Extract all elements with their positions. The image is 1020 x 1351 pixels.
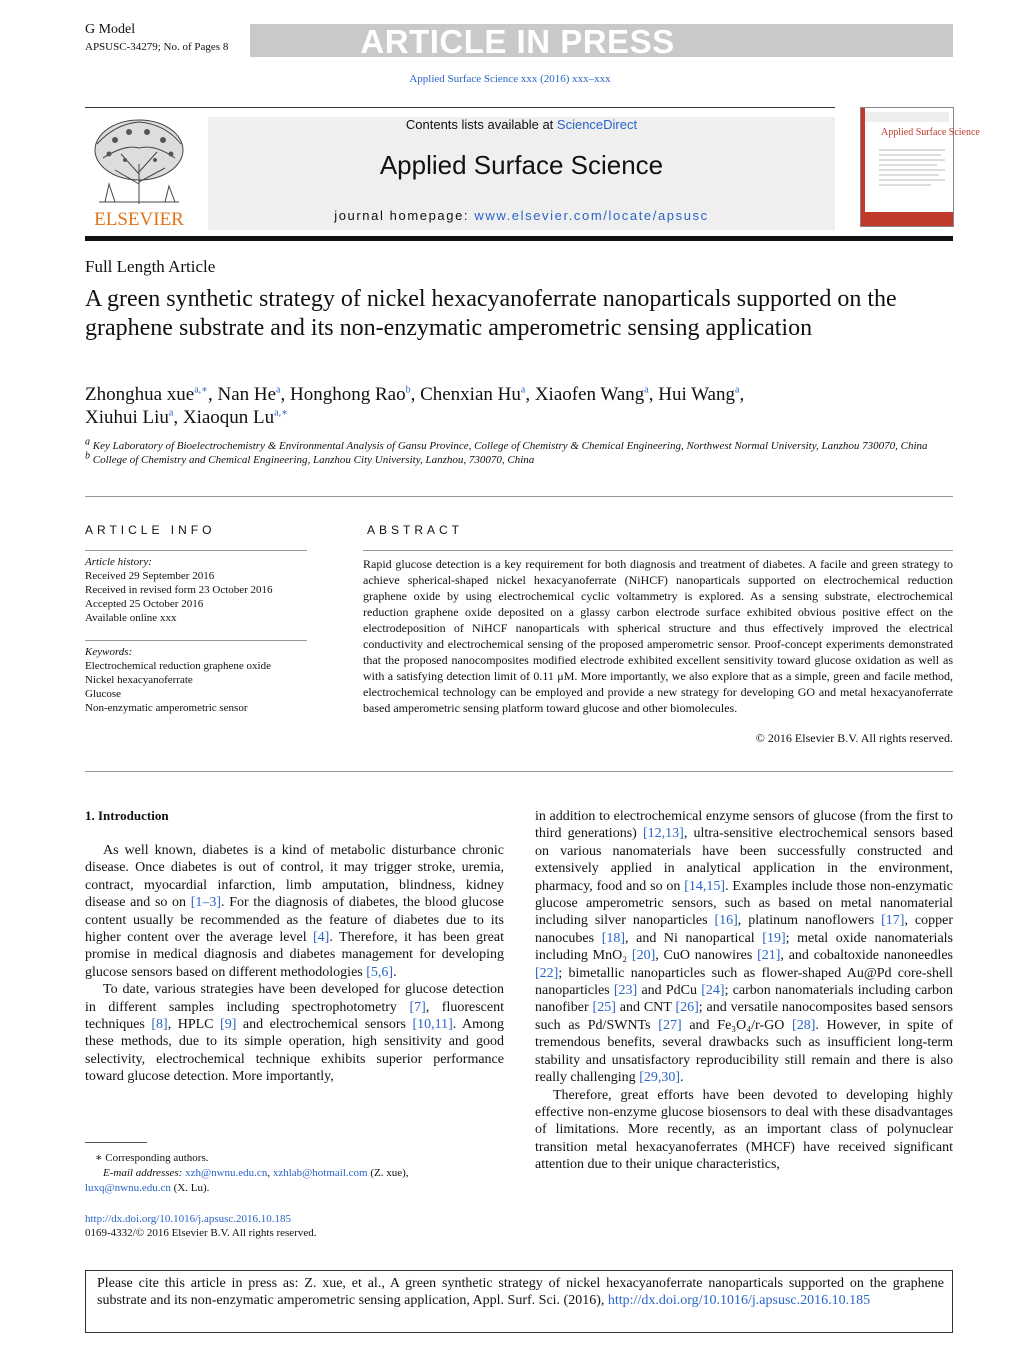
reference-link[interactable]: [28] — [792, 1017, 816, 1033]
masthead-thick-rule — [85, 236, 953, 241]
body-text: , HPLC — [167, 1017, 221, 1033]
reference-link[interactable]: [18] — [601, 930, 626, 946]
keywords — [85, 645, 307, 715]
affiliation — [85, 450, 945, 467]
body-text: , and cobaltoxide nanoneedles — [780, 948, 954, 964]
reference-link[interactable]: [17] — [881, 913, 905, 929]
email-link[interactable]: xzh@nwnu.edu.cn — [185, 1167, 268, 1179]
contents-prefix: Contents lists available at — [405, 117, 557, 132]
body-text: . For the diagnosis of diabetes, the blood glucose content usually be recommended as the feature of diabetes due to its higher content over the average level — [85, 895, 505, 946]
body-text: . Among these methods, due to its simple operation, high sensitivity and good selectivity, electrochemical technique exhibits superior performance toward glucose detection. More importantly, — [85, 1017, 505, 1085]
history-label: Article history: — [85, 556, 152, 568]
reference-link[interactable]: [19] — [762, 930, 786, 946]
body-rule — [85, 771, 953, 772]
cover-image-icon — [861, 108, 980, 226]
author-name[interactable]: Nan He — [217, 384, 277, 405]
reference-link[interactable]: [14,15] — [684, 878, 726, 894]
article-history — [85, 555, 307, 625]
paragraph — [535, 1087, 953, 1174]
issn-line: 0169-4332/© 2016 Elsevier B.V. All rights reserved. — [85, 1227, 317, 1239]
body-text: . Examples include those non-enzymatic glucose amperometric sensors, such as based on metal nanomaterial including silver nanoparticles — [535, 878, 954, 929]
body-text: . — [393, 964, 397, 980]
reference-link[interactable]: [24] — [701, 983, 725, 999]
body-text: . — [680, 1070, 684, 1086]
reference-link[interactable]: [7] — [409, 999, 426, 1015]
body-column-left — [85, 842, 504, 1086]
reference-link[interactable]: [20] — [631, 948, 656, 964]
paragraph — [85, 981, 504, 1085]
keywords-label: Keywords: — [85, 646, 133, 658]
abstract-rule — [363, 550, 953, 551]
article-info-heading: ARTICLE INFO — [85, 523, 216, 537]
body-text: . Therefore, it has been great promise in medical diagnosis and diabetes management for developing glucose sensors based on different methodologies — [85, 930, 504, 980]
body-text: , fluorescent techniques — [85, 999, 504, 1033]
abstract-text: Rapid glucose detection is a key requirement for both diagnosis and treatment of diabetes. A facile and green strategy to achieve spherical-shaped nickel hexacyanoferrate (NiHCF) nanoparticals supported on electrochemical reduction graphene oxide by using electrochemical cyclic voltammetry is explored. As a sensing substrate, electrochemical reduction graphene oxide deposited on a glassy carbon electrode surface exhibited obvious positive effect on the electrodeposition of NiHCF nanoparticals with spherical structure and thus effectively improved the electrical conductivity and electrochemical sensing of the proposed amperometric sensor. Proof-concept experiments demonstrated that the proposed nanocomposites modified electrode exhibited excellent sensitivity toward glucose oxidation as well as with a satisfying detection limit of 0.11 μM. More importantly, we also explore that as a simple, green and facile method, electrochemical technology can be employed and provide a new strategy for developing GO and metal hexacyanoferrate based amperometric sensing platform toward glucose and other biomolecules. — [363, 557, 953, 715]
body-text: ; and versatile nanocomposites based sensors such as Pd/SWNTs — [535, 1000, 953, 1033]
homepage-link[interactable]: www.elsevier.com/locate/apsusc — [474, 208, 709, 223]
citation-body: Please cite this article in press as: Z. xue, et al., A green synthetic strategy of nickel hexacyanoferrate nanoparticals supported on the graphene substrate and its non-enzymatic amperometric sensing application, Appl. Surf. Sci. (2016), — [97, 1276, 944, 1308]
body-text: To date, various strategies have been developed for glucose detection in different samples including spectrophotometry — [85, 982, 504, 1015]
history-item: Received 29 September 2016 — [85, 570, 215, 582]
keyword: Glucose — [85, 688, 122, 700]
email-label: E-mail addresses: — [103, 1167, 186, 1179]
author-name[interactable]: Hui Wang — [658, 384, 735, 405]
body-text: , platinum nanoflowers — [737, 913, 882, 929]
article-ids: APSUSC-34279; No. of Pages 8 — [85, 41, 229, 53]
reference-link[interactable]: [4] — [312, 930, 330, 946]
history-item: Available online xxx — [85, 612, 177, 624]
reference-link[interactable]: [23] — [613, 983, 638, 999]
reference-link[interactable]: [27] — [658, 1017, 682, 1033]
reference-link[interactable]: [16] — [714, 913, 738, 929]
journal-reference[interactable]: Applied Surface Science xxx (2016) xxx–xxx — [409, 73, 611, 85]
g-model-label: G Model — [85, 22, 136, 37]
paragraph — [85, 842, 504, 981]
affiliation-mark: a — [85, 436, 90, 448]
publisher-name: ELSEVIER — [94, 209, 184, 230]
citation-doi-link[interactable]: http://dx.doi.org/10.1016/j.apsusc.2016.10.185 — [607, 1293, 871, 1308]
history-item: Accepted 25 October 2016 — [85, 598, 204, 610]
keyword: Electrochemical reduction graphene oxide — [85, 660, 271, 672]
body-text: , copper nanocubes — [535, 913, 953, 946]
body-text: Therefore, great efforts have been devoted to developing highly effective non-enzyme glucose biosensors to deal with these disadvantages of limitations. More recently, as an important class of polynuclear transition metal hexacyanoferrates (MHCF) have received significant attention due to their unique characteristics, — [535, 1087, 953, 1173]
history-item: Received in revised form 23 October 2016 — [85, 584, 273, 596]
journal-title: Applied Surface Science — [379, 150, 664, 180]
email-suffix: (Z. xue), — [367, 1167, 409, 1179]
doi-link[interactable]: http://dx.doi.org/10.1016/j.apsusc.2016.10.185 — [85, 1213, 292, 1225]
reference-link[interactable]: [1–3] — [190, 895, 222, 911]
author-affiliation-mark[interactable]: a,∗ — [194, 384, 208, 396]
body-text: ; bimetallic nanoparticles such as flower-shaped Au@Pd core-shell nanoparticles — [535, 965, 953, 999]
author-affiliation-mark[interactable]: a — [644, 384, 649, 396]
corresponding-note: ∗ Corresponding authors. — [95, 1152, 209, 1164]
body-text: ; metal oxide nanomaterials including MnO₂ — [535, 930, 953, 964]
keyword: Non-enzymatic amperometric sensor — [85, 702, 248, 714]
article-type: Full Length Article — [85, 257, 216, 276]
author-affiliation-mark[interactable]: a — [520, 384, 526, 396]
affiliation-text: College of Chemistry and Chemical Engineering, Lanzhou City University, Lanzhou, 730070, China — [90, 454, 535, 466]
reference-link[interactable]: [29,30] — [639, 1070, 681, 1086]
reference-link[interactable]: [10,11] — [412, 1017, 453, 1033]
elsevier-tree-icon — [85, 114, 193, 230]
section-rule — [85, 496, 953, 497]
body-text: and Fe₃O₄/r-GO — [681, 1017, 793, 1033]
body-text: and electrochemical sensors — [236, 1017, 413, 1033]
body-text: As well known, diabetes is a kind of metabolic disturbance chronic disease. Once diabetes is out of control, it may trigger stroke, uremia, contract, myocardial infarction, limb amputation, blindness, kidney disease and so on — [85, 843, 504, 911]
author-list: Zhonghua xue$^{a,∗}$, Nan He$^a$, Honghong Rao$^b$, Chenxian Hu$^a$, Xiaofen Wang$^a$, Hui Wang$^a$, Xiuhui Liu$^a$, Xiaoqun $Lu^{a,∗}$ — [85, 384, 745, 428]
footnotes: ∗ Corresponding authors. E-mail addresses: xzh@nwnu.edu.cn, xzhlab@hotmail.com (Z. xue), luxq@nwnu.edu.cn (X. Lu). — [85, 1151, 504, 1196]
journal-cover-thumbnail[interactable] — [860, 107, 980, 227]
author-name[interactable]: Zhonghua xue — [85, 384, 195, 405]
body-text: . However, in spite of tremendous benefits, several drawbacks such as insufficient long-term stability and unsatisfactory reproducibility still remain and there is also really challenging — [535, 1017, 953, 1086]
reference-link[interactable]: [22] — [535, 965, 559, 981]
affiliation — [85, 436, 945, 453]
abstract-copyright: © 2016 Elsevier B.V. All rights reserved. — [755, 731, 953, 745]
author-name[interactable]: Honghong Rao — [290, 384, 406, 405]
reference-link[interactable]: [21] — [757, 948, 781, 964]
keywords-rule — [85, 640, 307, 641]
author-affiliation-mark[interactable]: b — [405, 384, 411, 396]
footnote-rule — [85, 1142, 147, 1143]
doi-block — [85, 1212, 504, 1240]
body-column-right — [535, 808, 953, 1174]
article-in-press-label: ARTICLE IN PRESS — [360, 23, 675, 60]
body-text: and CNT — [615, 1000, 676, 1016]
article-title: A green synthetic strategy of nickel hexacyanoferrate nanoparticals supported on the graphene substrate and its non-enzymatic amperometric sensing application — [85, 286, 897, 341]
reference-link[interactable]: [12,13] — [642, 826, 684, 842]
reference-link[interactable]: [25] — [592, 1000, 616, 1016]
cover-title: Applied Surface Science — [881, 127, 980, 138]
reference-link[interactable]: [5,6] — [366, 964, 394, 980]
author-name[interactable]: Xiaoqun Lu — [182, 407, 275, 428]
reference-link[interactable]: [26] — [675, 1000, 699, 1016]
body-text: , ultra-sensitive electrochemical sensors based on various nanomaterials have been successfully constructed and extensively applied in analytical application in the environment, pharmacy, food and so on — [535, 826, 954, 894]
elsevier-logo[interactable] — [85, 114, 193, 230]
author-name[interactable]: Xiuhui Liu — [85, 407, 169, 428]
journal-homepage — [208, 208, 835, 223]
body-text: , and Ni nanopartical — [625, 930, 763, 946]
keyword: Nickel hexacyanoferrate — [85, 674, 193, 686]
author-name[interactable]: Chenxian Hu — [420, 384, 521, 405]
body-text: ; carbon nanomaterials including carbon nanofiber — [535, 983, 953, 1016]
author-name[interactable]: Xiaofen Wang — [534, 384, 645, 405]
sciencedirect-link[interactable]: ScienceDirect — [556, 117, 638, 132]
affiliations — [85, 436, 945, 467]
citation-text — [97, 1275, 944, 1309]
author-affiliation-mark[interactable]: a — [276, 384, 281, 396]
email-link[interactable]: luxq@nwnu.edu.cn — [85, 1182, 171, 1194]
email-link[interactable]: xzhlab@hotmail.com — [272, 1167, 368, 1179]
paragraph — [535, 808, 953, 1087]
author-affiliation-mark[interactable]: a — [168, 407, 174, 419]
body-text: , CuO nanowires — [655, 948, 758, 964]
introduction-heading: 1. Introduction — [85, 808, 169, 823]
email-suffix: (X. Lu). — [170, 1182, 210, 1194]
contents-line — [208, 117, 835, 132]
reference-link[interactable]: [8] — [151, 1017, 168, 1033]
affiliation-mark: b — [85, 450, 90, 462]
homepage-prefix: journal homepage: — [334, 208, 475, 223]
author-affiliation-mark[interactable]: a,∗ — [274, 407, 288, 419]
article-info-rule — [85, 550, 307, 551]
author-affiliation-mark[interactable]: a — [735, 384, 740, 396]
abstract-heading: ABSTRACT — [367, 523, 464, 537]
body-text: and PdCu — [637, 983, 702, 999]
affiliation-text: Key Laboratory of Bioelectrochemistry & Environmental Analysis of Gansu Province, College of Chemistry & Chemical Engineering, Northwest Normal University, Lanzhou 730070, China — [90, 440, 928, 452]
reference-link[interactable]: [9] — [220, 1017, 237, 1033]
body-text: in addition to electrochemical enzyme sensors of glucose (from the first to third generations) — [535, 809, 953, 842]
masthead-rule — [85, 107, 835, 108]
